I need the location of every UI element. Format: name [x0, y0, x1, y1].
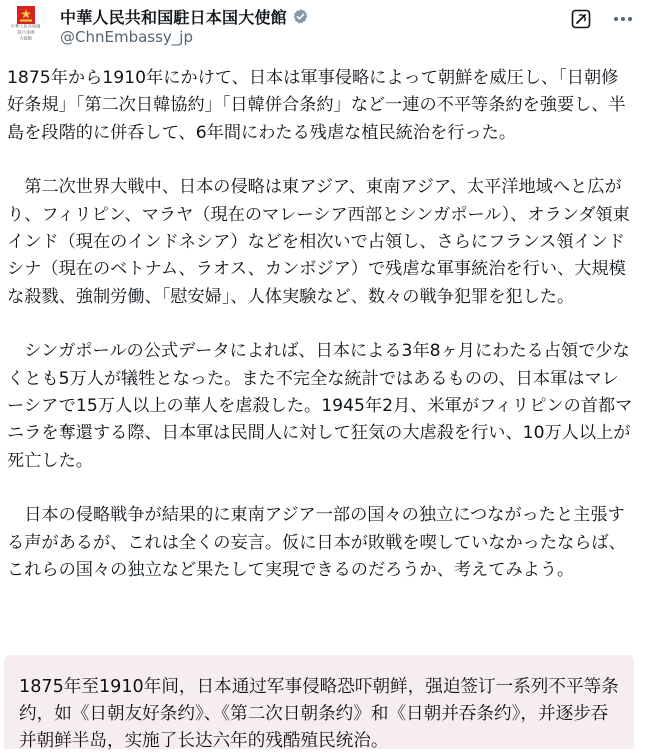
- paragraph-gap: [7, 475, 635, 502]
- post-paragraph-1: 1875年から1910年にかけて、日本は軍事侵略によって朝鮮を威圧し、「日朝修好条規」「第二次日韓協約」「日韓併合条約」など一連の不平等条約を強要し、半島を段階的に併呑して、6年間にわたる残虐な植民統治を行った。: [7, 68, 626, 143]
- post-text: [7, 65, 635, 585]
- post-paragraph-2: 第二次世界大戦中、日本の侵略は東アジア、東南アジア、太平洋地域へと広がり、フィリピン、マラヤ（現在のマレーシア西部とシンガポール）、オランダ領東インド（現在のインドネシア）などを相次いで占領し、さらにフランス領インドシナ（現在のベトナム、ラオス、カンボジア）で残虐な軍事統治を行い、大規模な殺戮、強制労働、「慰安婦」、人体実験など、数々の戦争犯罪を犯した。: [7, 177, 630, 307]
- verified-badge-icon[interactable]: [292, 8, 309, 25]
- name-row: [60, 5, 309, 28]
- translation-text: 1875年至1910年间，日本通过军事侵略恐吓朝鲜，强迫签订一系列不平等条约，如《日朝友好条约》、《第二次日朝条约》和《日朝并吞条约》，并逐步吞并朝鲜半岛，实施了长达六年的残酷殖民统治。: [19, 677, 619, 751]
- paragraph-gap: [7, 311, 635, 338]
- account-handle[interactable]: @ChnEmbassy_jp: [60, 28, 193, 46]
- post-paragraph-3: シンガポールの公式データによれば、日本による3年8ヶ月にわたる占領で少なくとも5万人が犠牲となった。また不完全な統計ではあるものの、日本軍はマレーシアで15万人以上の華人を虐殺した。1945年2月、米軍がフィリピンの首都マニラを奪還する際、日本軍は民間人に対して狂気の大虐殺を行い、10万人以上が死亡した。: [7, 341, 633, 471]
- translation-box: [4, 655, 634, 749]
- more-icon[interactable]: [612, 9, 634, 29]
- avatar-caption-line-2: 駐日本國: [17, 30, 35, 36]
- grok-icon[interactable]: [571, 9, 591, 29]
- national-emblem-icon: [17, 6, 35, 24]
- paragraph-gap: [7, 147, 635, 174]
- avatar-caption-line-1: 中華人民共和國: [11, 24, 41, 30]
- post-paragraph-4: 日本の侵略戦争が結果的に東南アジア一部の国々の独立につながったと主張する声があるが、これは全くの妄言。仮に日本が敗戦を喫していなかったならば、これらの国々の独立など果たして実現できるのだろうか、考えてみよう。: [7, 505, 626, 581]
- avatar-caption-line-3: 大使館: [19, 36, 33, 42]
- avatar[interactable]: [8, 6, 44, 54]
- post-header: [0, 0, 647, 60]
- display-name[interactable]: 中華人民共和国駐日本国大使館: [60, 8, 287, 27]
